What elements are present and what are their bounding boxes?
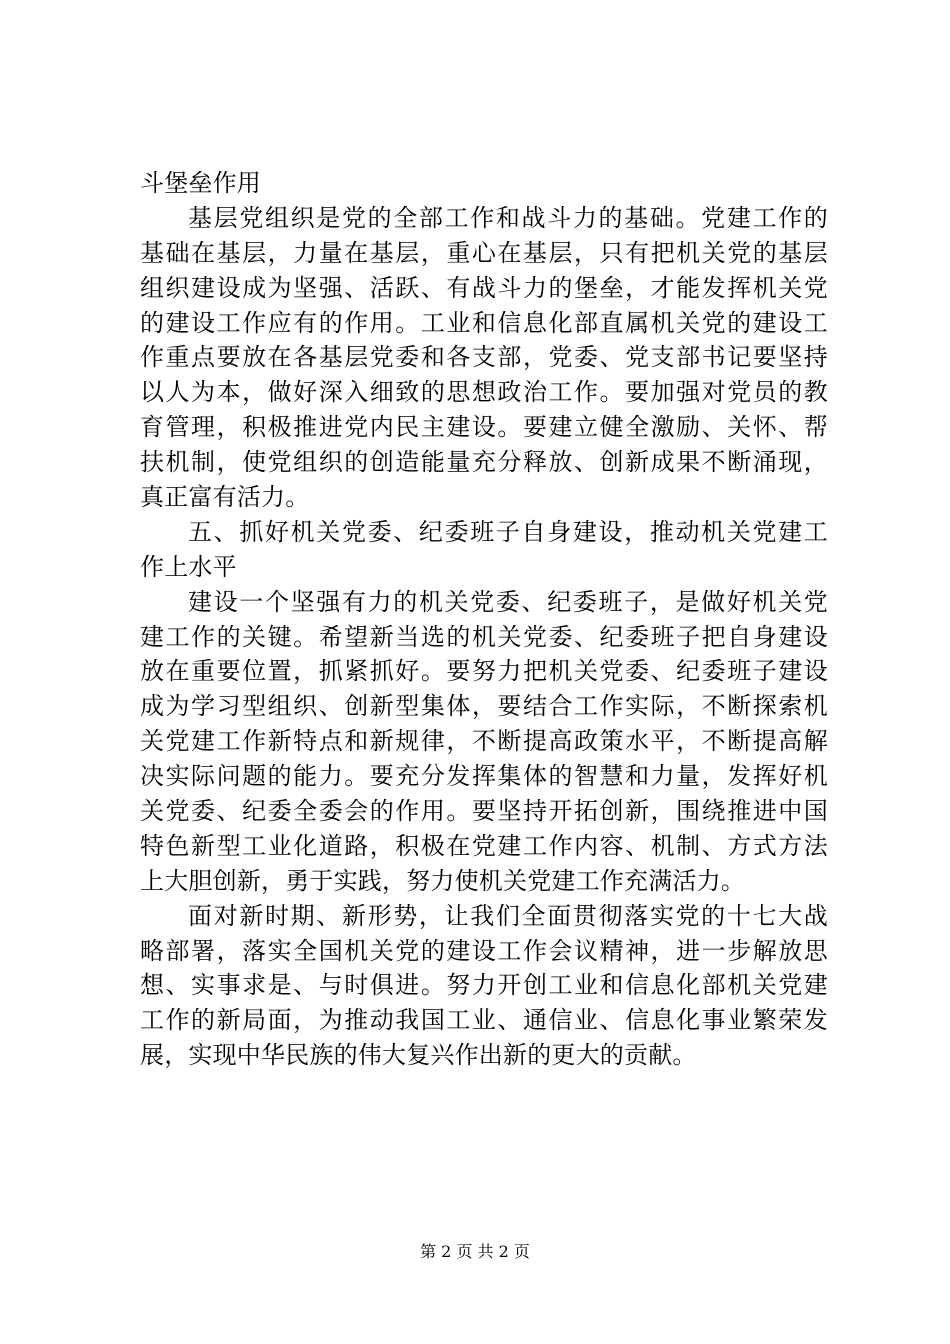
text-line: 建工作的关键。希望新当选的机关党委、纪委班子把自身建设 <box>140 622 828 651</box>
text-line: 上大胆创新，勇于实践，努力使机关党建工作充满活力。 <box>140 866 745 895</box>
text-line: 扶机制，使党组织的创造能量充分释放、创新成果不断涌现， <box>140 448 828 477</box>
text-line: 成为学习型组织、创新型集体，要结合工作实际，不断探索机 <box>140 692 828 721</box>
text-line: 关党委、纪委全委会的作用。要坚持开拓创新，围绕推进中国 <box>140 797 828 826</box>
text-line: 以人为本，做好深入细致的思想政治工作。要加强对党员的教 <box>140 378 828 407</box>
text-line: 基层党组织是党的全部工作和战斗力的基础。党建工作的 <box>188 203 828 232</box>
text-line: 关党建工作新特点和新规律，不断提高政策水平，不断提高解 <box>140 727 828 756</box>
text-line: 组织建设成为坚强、活跃、有战斗力的堡垒，才能发挥机关党 <box>140 273 828 302</box>
text-line: 作上水平 <box>140 552 237 581</box>
document-body <box>140 166 828 1073</box>
text-line: 基础在基层，力量在基层，重心在基层，只有把机关党的基层 <box>140 238 828 267</box>
text-line: 略部署，落实全国机关党的建设工作会议精神，进一步解放思 <box>140 936 828 965</box>
text-line: 育管理，积极推进党内民主建设。要建立健全激励、关怀、帮 <box>140 413 828 442</box>
text-line: 放在重要位置，抓紧抓好。要努力把机关党委、纪委班子建设 <box>140 657 828 686</box>
text-line: 斗堡垒作用 <box>140 169 261 197</box>
text-line: 面对新时期、新形势，让我们全面贯彻落实党的十七大战 <box>188 901 828 930</box>
text-line: 工作的新局面，为推动我国工业、通信业、信息化事业繁荣发 <box>140 1006 828 1035</box>
text-line: 特色新型工业化道路，积极在党建工作内容、机制、方式方法 <box>140 831 828 860</box>
text-line: 建设一个坚强有力的机关党委、纪委班子，是做好机关党 <box>188 587 828 616</box>
text-line: 作重点要放在各基层党委和各支部，党委、党支部书记要坚持 <box>140 343 828 372</box>
text-line: 展，实现中华民族的伟大复兴作出新的更大的贡献。 <box>140 1041 697 1070</box>
page-footer: 第 2 页 共 2 页 <box>420 1242 530 1261</box>
text-line: 五、抓好机关党委、纪委班子自身建设，推动机关党建工 <box>188 517 828 546</box>
text-line: 决实际问题的能力。要充分发挥集体的智慧和力量，发挥好机 <box>140 762 828 791</box>
text-line: 的建设工作应有的作用。工业和信息化部直属机关党的建设工 <box>140 308 828 337</box>
text-line: 想、实事求是、与时俱进。努力开创工业和信息化部机关党建 <box>140 971 828 1000</box>
text-line: 真正富有活力。 <box>140 483 310 512</box>
